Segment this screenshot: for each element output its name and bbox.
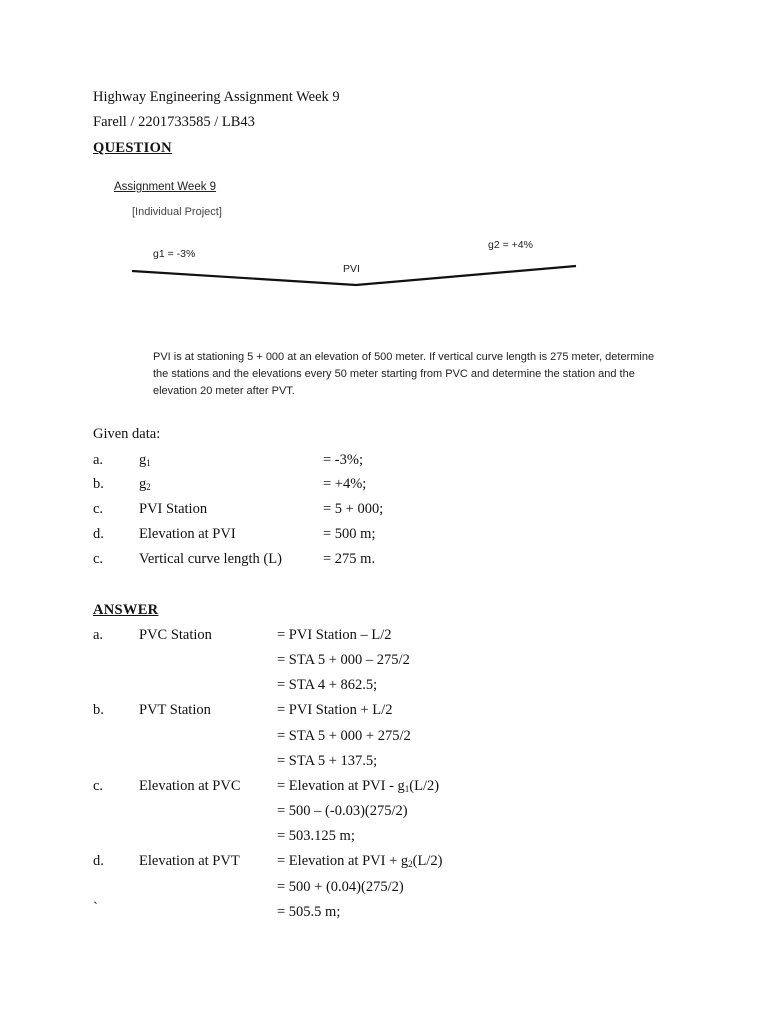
answer-elev-pvt-result: = 505.5 m; [277,904,341,920]
given-label-g1: $g_1$ [139,452,151,468]
answer-letter-a: a. [93,627,104,643]
question-paragraph: PVI is at stationing 5 + 000 at an elevation of 500 meter. If vertical curve length is 275 meter, determine the stations and the elevations every 50 meter starting from PVC and determine the station and the elevation 20 meter after PVT. [153,351,655,397]
answer-pvt-line: = STA 5 + 000 + 275/2 [277,728,411,744]
given-value-g1: = -3%; [323,452,363,468]
given-label-g2: $g_2$ [139,476,151,492]
answer-letter-b: b. [93,702,104,718]
answer-elev-pvc-result: = 503.125 m; [277,828,355,844]
given-label-curve-length: Vertical curve length (L) [139,551,282,567]
given-label-elevation-pvi: Elevation at PVI [139,526,236,542]
answer-pvt-line: = PVI Station + L/2 [277,702,393,718]
given-letter-e: c. [93,551,104,567]
answer-label-elevation-pvc: Elevation at PVC [139,778,241,794]
answer-elev-pvt-line: = 500 + (0.04)(275/2) [277,879,404,895]
answer-pvc-line: = PVI Station – L/2 [277,627,392,643]
answer-letter-d: d. [93,853,104,869]
given-label-pvi-station: PVI Station [139,501,208,517]
answer-pvc-result: = STA 4 + 862.5; [277,677,378,693]
given-value-pvi-station: = 5 + 000; [323,501,384,517]
answer-label-pvc-station: PVC Station [139,627,212,643]
document-title: Highway Engineering Assignment Week 9 [93,89,340,105]
answer-heading: ANSWER [93,602,159,618]
author-line: Farell / 2201733585 / LB43 [93,114,255,130]
given-value-curve-length: = 275 m. [323,551,376,567]
image-title: Assignment Week 9 [114,181,217,193]
question-heading: QUESTION [93,140,172,156]
given-letter-b: b. [93,476,104,492]
question-image [95,172,675,407]
given-letter-a: a. [93,452,104,468]
answer-label-pvt-station: PVT Station [139,702,211,718]
given-value-elevation-pvi: = 500 m; [323,526,376,542]
answer-pvt-result: = STA 5 + 137.5; [277,753,378,769]
answer-elev-pvc-line: = Elevation at PVI - $g_1(L/2)$ [277,778,440,794]
answer-elev-pvt-line: = Elevation at PVI + $g_2(L/2)$ [277,853,443,869]
answer-elev-pvc-line: = 500 – (-0.03)(275/2) [277,803,408,819]
g1-label: g1 = -3% [153,248,196,260]
answer-letter-c: c. [93,778,104,794]
given-letter-c: c. [93,501,104,517]
g2-label: g2 = +4% [488,239,533,251]
given-value-g2: = +4%; [323,476,367,492]
answer-pvc-line: = STA 5 + 000 – 275/2 [277,652,410,668]
pvi-label: PVI [343,263,360,275]
given-letter-d: d. [93,526,104,542]
image-subtitle: [Individual Project] [132,206,222,218]
answer-label-elevation-pvt: Elevation at PVT [139,853,240,869]
stray-mark: ` [93,900,98,916]
given-heading: Given data: [93,426,161,442]
